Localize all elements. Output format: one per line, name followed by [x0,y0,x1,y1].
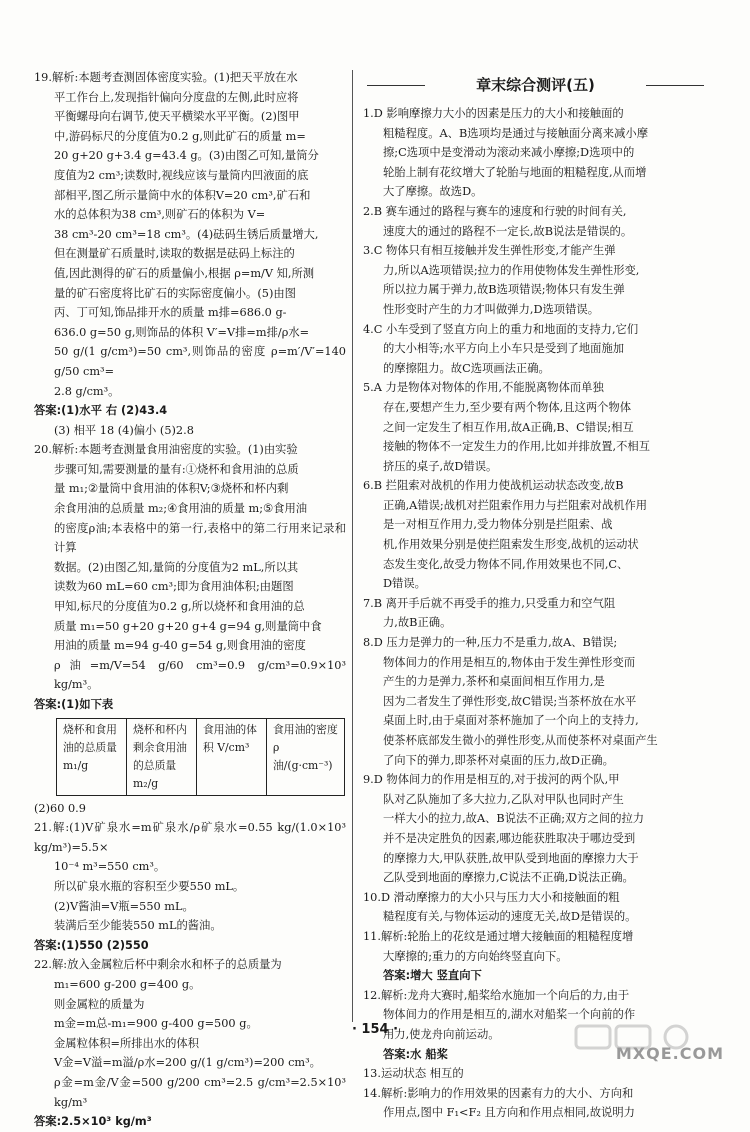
text-line: 4.C 小车受到了竖直方向上的重力和地面的支持力,它们 [363,322,639,336]
text-line: D错误。 [383,577,426,591]
table-header-cell: 食用油的体积 V/cm³ [197,718,267,795]
text-line: 作用点,图中 F₁<F₂ 且方向和作用点相同,故说明力 [383,1106,635,1120]
section-title: 章末综合测评(五) [476,76,595,94]
question-20-answer: 答案:(1)如下表 [34,698,114,711]
text-line: 大了摩擦。故选D。 [383,185,483,199]
text-line: 所以拉力属于弹力,故B选项错误;物体只有发生弹 [383,283,625,297]
text-line: 正确,A错误;战机对拦阻索作用力与拦阻索对战机作用 [383,498,648,512]
text-line: 因为二者发生了弹性形变,故C错误;当茶杯放在水平 [383,694,637,708]
question-19 [34,68,346,401]
column-divider [352,70,353,1022]
title-rule-right [646,85,704,86]
text-line: 的摩擦力大,甲队获胜,故甲队受到地面的摩擦力大于 [383,851,639,865]
text-line: 的大小相等;水平方向上小车只是受到了地面施加 [383,342,625,356]
answer-table [56,718,345,796]
text-line: 6.B 拦阻索对战机的作用力使战机运动状态改变,故B [363,479,624,493]
question-19-answer [34,401,346,440]
text-line: 擦;C选项中是变滑动为滚动来减小摩擦;D选项中的 [383,146,635,160]
question-22-answer: 答案:2.5×10³ kg/m³ [34,1115,152,1129]
text-line: 性形变时产生的力才叫做弹力,D选项错误。 [383,302,599,316]
text-line: 20.解析:本题考查测量食用油密度的实验。(1)由实验 [34,443,298,457]
text-line: 用油的质量 m=94 g-40 g=54 g,则食用油的密度 [54,639,306,653]
text-line: (2)V酱油=V瓶=550 mL。 [54,899,194,913]
text-line: 桌面上时,由于桌面对茶杯施加了一个向上的支持力, [383,714,639,728]
text-line: 乙队受到地面的摩擦力,C说法不正确,D说法正确。 [383,871,634,885]
left-column [34,68,346,1132]
text-line: 一样大小的拉力,故A、B说法不正确;双方之间的拉力 [383,812,645,826]
question-20 [34,440,346,695]
text-line: 2.B 赛车通过的路程与赛车的速度和行驶的时间有关, [363,204,627,218]
answer-line: 答案:增大 竖直向下 [383,969,482,983]
text-line: 读数为60 mL=60 cm³;即为食用油体积;由题图 [54,580,294,594]
text-line: 余食用油的总质量 m₂;④食用油的质量 m;⑤食用油 [54,502,308,516]
list-item [363,104,708,202]
text-line: 队对乙队施加了多大拉力,乙队对甲队也同时产生 [383,792,624,806]
section-title-box [363,68,708,102]
text-line: 的密度ρ油;本表格中的第一行,表格中的第二行用来记录和计算 [54,521,346,555]
list-item [363,241,708,319]
answer-list [363,104,708,1123]
text-line: 是一对相互作用力,受力物体分别是拦阻索、战 [383,518,613,532]
text-line: 水的总体积为38 cm³,则矿石的体积为 V= [54,208,266,222]
list-item [363,320,708,379]
text-line: 值,因此测得的矿石的质量偏小,根据 ρ=m/V 知,所测 [54,266,315,280]
text-line: 存在,要想产生力,至少要有两个物体,且这两个物体 [383,400,632,414]
text-line: 量 m₁;②量筒中食用油的体积V;③烧杯和杯内剩 [54,482,289,496]
right-column [363,68,708,1123]
text-line: 3.C 物体只有相互接触并发生弹性形变,才能产生弹 [363,244,616,258]
text-line: 所以矿泉水瓶的容积至少要550 mL。 [54,879,245,893]
text-line: 但在测量矿石质量时,读取的数据是砝码上标注的 [54,247,295,261]
list-item [363,888,708,927]
text-line: 则金属粒的质量为 [54,997,145,1011]
text-line: 挤压的桌子,故D错误。 [383,459,498,473]
text-line: 轮胎上制有花纹增大了轮胎与地面的粗糙程度,从而增 [383,165,647,179]
list-item [363,202,708,241]
question-21 [34,818,346,936]
text-line: 产生的力是弹力,茶杯和桌面间相互作用力,是 [383,675,605,689]
text-line: 粗糙程度。A、B选项均是通过与接触面分离来减小摩 [383,126,648,140]
text-line: 10⁻⁴ m³=550 cm³。 [54,860,166,874]
text-line: 38 cm³-20 cm³=18 cm³。(4)砝码生锈后质量增大, [54,227,319,241]
text-line: 平工作台上,发现指针偏向分度盘的左侧,此时应将 [54,90,299,104]
text-line: 13.运动状态 相互的 [363,1067,464,1081]
list-item [363,1084,708,1123]
answer-line: 答案:水 船桨 [383,1047,448,1061]
question-20-answer-2: (2)60 0.9 [34,801,86,815]
text-line: 态发生变化,故受力物体不同,作用效果也不同,C、 [383,557,629,571]
text-line: 步骤可知,需要测量的量有:①烧杯和食用油的总质 [54,462,299,476]
text-line: 接触的物体不一定发生力的作用,比如并排放置,不相互 [383,440,651,454]
text-line: ρ金=m金/V金=500 g/200 cm³=2.5 g/cm³=2.5×10³ kg/m³ [54,1075,346,1109]
question-21-answer: 答案:(1)550 (2)550 [34,938,149,952]
text-line: 14.解析:影响力的作用效果的因素有力的大小、方向和 [363,1086,634,1100]
text-line: 物体间力的作用是相互的,湖水对船桨一个向前的作 [383,1008,636,1022]
list-item [363,378,708,476]
page-number: · 154 · [351,1022,399,1037]
list-item [363,594,708,633]
text-line: 数据。(2)由图乙知,量筒的分度值为2 mL,所以其 [54,560,299,574]
text-line: 50 g/(1 g/cm³)=50 cm³,则饰品的密度 ρ=m′/V′=140 g/50 cm³= [54,345,346,378]
watermark-text: MXQE.COM [615,1044,724,1063]
text-line: 9.D 物体间力的作用是相互的,对于拔河的两个队,甲 [363,773,620,787]
text-line: 8.D 压力是弹力的一种,压力不是重力,故A、B错误; [363,636,618,650]
text-line: 金属粒体积=所排出水的体积 [54,1036,200,1050]
text-line: 21.解:(1)V矿泉水=m矿泉水/ρ矿泉水=0.55 kg/(1.0×10³ kg/m³)=5.5× [34,821,346,854]
text-line: 20 g+20 g+3.4 g=43.4 g。(3)由图乙可知,量筒分 [54,149,319,163]
text-line: 答案:(1)水平 右 (2)43.4 [34,404,168,418]
list-item [363,476,708,594]
text-line: 2.8 g/cm³。 [54,384,120,398]
text-line: 中,游码标尺的分度值为0.2 g,则此矿石的质量 m= [54,129,306,143]
text-line: m₁=600 g-200 g=400 g。 [54,977,201,991]
text-line: 平衡螺母向右调节,使天平横梁水平平衡。(2)图甲 [54,110,300,124]
text-line: 用力,使龙舟向前运动。 [383,1027,500,1041]
text-line: 力,所以A选项错误;拉力的作用使物体发生弹性形变, [383,263,640,277]
title-rule-left [367,85,425,86]
list-item [363,927,708,986]
text-line: 22.解:放入金属粒后杯中剩余水和杯子的总质量为 [34,958,282,972]
list-item [363,770,708,888]
text-line: 甲知,标尺的分度值为0.2 g,所以烧杯和食用油的总 [54,600,305,614]
table-header-cell: 食用油的密度 ρ油/(g·cm⁻³) [267,718,345,795]
text-line: (3) 相平 18 (4)偏小 (5)2.8 [54,423,194,437]
text-line: 大摩擦的;重力的方向始终竖直向下。 [383,949,568,963]
text-line: 质量 m₁=50 g+20 g+20 g+4 g=94 g,则量筒中食 [54,619,322,633]
text-line: 5.A 力是物体对物体的作用,不能脱离物体而单独 [363,381,604,395]
text-line: 12.解析:龙舟大赛时,船桨给水施加一个向后的力,由于 [363,988,630,1002]
text-line: 的摩擦阻力。故C选项画法正确。 [383,361,550,375]
text-line: 糙程度有关,与物体运动的速度无关,故D是错误的。 [383,910,637,924]
text-line: 部相平,图乙所示量筒中水的体积V=20 cm³,矿石和 [54,188,311,202]
text-line: ρ油=m/V=54 g/60 cm³=0.9 g/cm³=0.9×10³ kg/m³。 [54,658,346,692]
table-header-cell: 烧杯和食用油的总质量 m₁/g [57,718,127,795]
text-line: 度值为2 cm³;读数时,视线应该与量筒内凹液面的底 [54,168,309,182]
text-line: V金=V溢=m溢/ρ水=200 g/(1 g/cm³)=200 cm³。 [54,1056,321,1070]
text-line: 速度大的通过的路程不一定长,故B说法是错误的。 [383,224,633,238]
text-line: 装满后至少能装550 mL的酱油。 [54,919,222,933]
text-line: 物体间力的作用是相互的,物体由于发生弹性形变而 [383,655,636,669]
text-line: m金=m总-m₁=900 g-400 g=500 g。 [54,1017,258,1031]
table-row [57,718,345,795]
list-item [363,1064,708,1084]
text-line: 机,作用效果分别是使拦阻索发生形变,战机的运动状 [383,538,639,552]
text-line: 使茶杯底部发生微小的弹性形变,从而使茶杯对桌面产生 [383,734,658,747]
text-line: 了向下的弹力,即茶杯对桌面的压力,故D正确。 [383,753,614,767]
text-line: 丙、丁可知,饰品排开水的质量 m排=686.0 g- [54,306,287,320]
text-line: 636.0 g=50 g,则饰品的体积 V′=V排=m排/ρ水= [54,325,310,339]
text-line: 19.解析:本题考查测固体密度实验。(1)把天平放在水 [34,71,298,84]
text-line: 7.B 离开手后就不再受手的推力,只受重力和空气阻 [363,596,616,610]
table-header-cell: 烧杯和杯内剩余食用油的总质量 m₂/g [127,718,197,795]
text-line: 10.D 滑动摩擦力的大小只与压力大小和接触面的粗 [363,890,620,904]
list-item [363,633,708,770]
text-line: 并不是决定胜负的因素,哪边能获胜取决于哪边受到 [383,831,636,845]
text-line: 11.解析:轮胎上的花纹是通过增大接触面的粗糙程度增 [363,929,634,943]
text-line: 1.D 影响摩擦力大小的因素是压力的大小和接触面的 [363,107,624,120]
text-line: 力,故B正确。 [383,616,452,630]
text-line: 量的矿石密度将比矿石的实际密度偏小。(5)由图 [54,286,296,300]
text-line: 之间一定发生了相互作用,故A正确,B、C错误;相互 [383,420,634,434]
